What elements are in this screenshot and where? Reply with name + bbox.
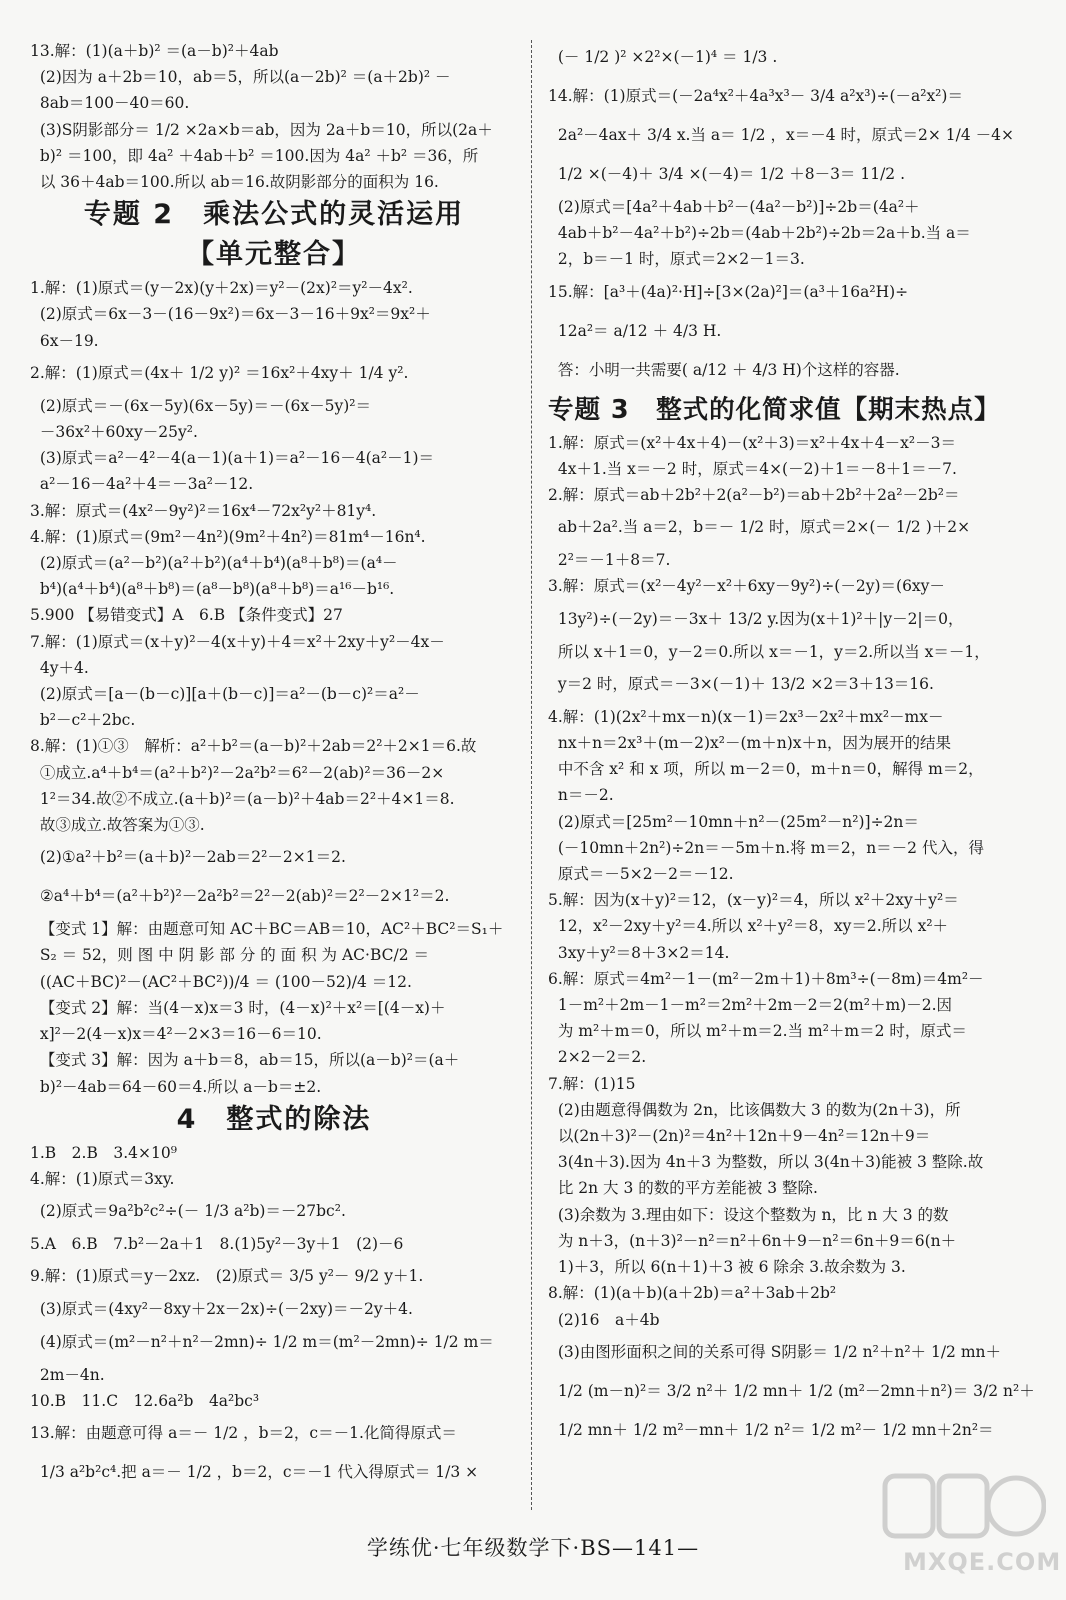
text-line: －36x²＋60xy－25y².: [30, 423, 198, 442]
left-block-c: [30, 1140, 518, 1492]
text-line: 2，b＝－1 时，原式＝2×2－1＝3.: [548, 250, 805, 269]
section-heading-3: 专题 3 整式的化简求值【期末热点】: [548, 394, 1001, 425]
text-line: 5.A 6.B 7.b²－2a＋1 8.(1)5y²－3y＋1 (2)－6: [30, 1235, 404, 1254]
left-block-a: [30, 38, 518, 195]
text-line: 8.解：(1)(a＋b)(a＋2b)＝a²＋3ab＋2b²: [548, 1284, 837, 1303]
text-line: 12，x²－2xy＋y²＝4.所以 x²＋y²＝8，xy＝2.所以 x²＋: [548, 917, 949, 936]
text-line: (－10mn＋2n²)÷2n＝－5m＋n.将 m＝2，n＝－2 代入，得: [548, 838, 984, 857]
text-line: 以(2n＋3)²－(2n)²＝4n²＋12n＋9－4n²＝12n＋9＝: [548, 1127, 931, 1146]
text-line: 中不含 x² 和 x 项，所以 m－2＝0，m＋n＝0，解得 m＝2，: [548, 760, 984, 779]
text-line: b²－c²＋2bc.: [30, 711, 136, 730]
page-footer: 学练优·七年级数学下·BS—141—: [366, 1536, 700, 1560]
text-line: (3)原式＝a²－4²－4(a－1)(a＋1)＝a²－16－4(a²－1)＝: [30, 449, 435, 468]
text-line: 3(4n＋3).因为 4n＋3 为整数，所以 3(4n＋3)能被 3 整除.故: [548, 1153, 984, 1172]
text-line: 1²＝34.故②不成立.(a＋b)²＝(a－b)²＋4ab＝2²＋4×1＝8.: [30, 789, 455, 808]
text-line: 4ab＋b²－4a²＋b²)÷2b＝(4ab＋2b²)÷2b＝2a＋b.当 a＝: [548, 224, 971, 243]
text-line: 原式＝－5×2－2＝－12.: [548, 865, 734, 884]
text-line: 7.解：(1)原式＝(x＋y)²－4(x＋y)＋4＝x²＋2xy＋y²－4x－: [30, 632, 445, 651]
text-line: 1/2 mn＋ 1/2 m²－mn＋ 1/2 n²＝ 1/2 m²－ 1/2 mn＋2n²＝: [548, 1420, 994, 1439]
text-line: (3)由图形面积之间的关系可得 S阴影＝ 1/2 n²＋n²＋ 1/2 mn＋: [548, 1342, 1002, 1361]
text-line: 【变式 2】解：当(4－x)x＝3 时，(4－x)²＋x²＝[(4－x)＋: [30, 998, 446, 1017]
text-line: 3xy＋y²＝8＋3×2＝14.: [548, 943, 730, 962]
text-line: (3)原式＝(4xy²－8xy＋2x－2x)÷(－2xy)＝－2y＋4.: [30, 1300, 413, 1319]
text-line: (2)原式＝[4a²＋4ab＋b²－(4a²－b²)]÷2b＝(4a²＋: [548, 198, 920, 216]
text-line: b⁴)(a⁴＋b⁴)(a⁸＋b⁸)＝(a⁸－b⁸)(a⁸＋b⁸)＝a¹⁶－b¹⁶.: [30, 580, 395, 599]
text-line: 8ab＝100－40＝60.: [30, 94, 190, 113]
right-block-a: [548, 38, 1040, 390]
text-line: 2a²－4ax＋ 3/4 x.当 a＝ 1/2 ，x＝－4 时，原式＝2× 1/4 －4×: [548, 126, 1014, 144]
text-line: 故③成立.故答案为①③.: [30, 816, 205, 835]
text-line: 1.解：(1)原式＝(y－2x)(y＋2x)＝y²－(2x)²＝y²－4x².: [30, 279, 413, 298]
text-line: 【变式 3】解：因为 a＋b＝8，ab＝15，所以(a－b)²＝(a＋: [30, 1051, 460, 1070]
text-line: (4)原式＝(m²－n²＋n²－2mn)÷ 1/2 m＝(m²－2mn)÷ 1/2 m＝: [30, 1332, 494, 1351]
text-line: (3)余数为 3.理由如下：设这个整数为 n，比 n 大 3 的数: [548, 1205, 949, 1224]
text-line: ab＋2a².当 a＝2，b＝－ 1/2 时，原式＝2×(－ 1/2 )＋2×: [548, 518, 971, 537]
right-block-b: [548, 430, 1040, 1450]
text-line: 12a²＝ a/12 ＋ 4/3 H.: [548, 321, 722, 340]
section-heading-2: 4 整式的除法: [176, 1103, 372, 1135]
text-line: 所以 x＋1＝0，y－2＝0.所以 x＝－1，y＝2.所以当 x＝－1，: [548, 642, 990, 661]
text-line: 2²＝－1＋8＝7.: [548, 551, 671, 570]
text-line: 14.解：(1)原式＝(－2a⁴x²＋4a³x³－ 3/4 a²x³)÷(－a²x²)＝: [548, 87, 963, 105]
text-line: (3)S阴影部分＝ 1/2 ×2a×b＝ab，因为 2a＋b＝10，所以(2a＋: [30, 120, 493, 139]
text-line: nx＋n＝2x³＋(m－2)x²－(m＋n)x＋n，因为展开的结果: [548, 734, 951, 753]
text-line: 2.解：原式＝ab＋2b²＋2(a²－b²)＝ab＋2b²＋2a²－2b²＝: [548, 486, 960, 505]
watermark-logo: [881, 1468, 1062, 1580]
watermark-text: MXQE.COM: [903, 1548, 1062, 1576]
text-line: 为 n＋3，(n＋3)²－n²＝n²＋6n＋9－n²＝6n＋9＝6(n＋: [548, 1231, 957, 1250]
section-heading-1-sub: 【单元整合】: [187, 239, 361, 271]
text-line: 9.解：(1)原式＝y－2xz. (2)原式＝ 3/5 y²－ 9/2 y＋1.: [30, 1267, 424, 1286]
text-line: (2)原式＝[25m²－10mn＋n²－(25m²－n²)]÷2n＝: [548, 812, 919, 831]
text-line: (2)原式＝－(6x－5y)(6x－5y)＝－(6x－5y)²＝: [30, 396, 371, 415]
column-divider: [531, 40, 532, 1510]
text-line: 比 2n 大 3 的数的平方差能被 3 整除.: [548, 1179, 818, 1198]
text-line: 2m－4n.: [30, 1365, 105, 1384]
text-line: 1－m²＋2m－1－m²＝2m²＋2m－2＝2(m²＋m)－2.因: [548, 996, 953, 1015]
text-line: (2)16 a＋4b: [548, 1310, 660, 1329]
text-line: (2)原式＝9a²b²c²÷(－ 1/3 a²b)＝－27bc².: [30, 1202, 346, 1221]
text-line: 4.解：(1)(2x²＋mx－n)(x－1)＝2x³－2x²＋mx²－mx－: [548, 707, 944, 726]
text-line: (－ 1/2 )² ×2²×(－1)⁴ ＝ 1/3 .: [548, 48, 778, 66]
text-line: 1.B 2.B 3.4×10⁹: [30, 1143, 177, 1162]
text-line: x]²－2(4－x)x＝4²－2×3＝16－6＝10.: [30, 1025, 322, 1044]
text-line: S₂ ＝ 52，则 图 中 阴 影 部 分 的 面 积 为 AC·BC/2 ＝: [30, 946, 429, 965]
text-line: 1/2 (m－n)²＝ 3/2 n²＋ 1/2 mn＋ 1/2 (m²－2mn＋n²)＝ 3/2 n²＋: [548, 1381, 1035, 1400]
text-line: b)² ＝100，即 4a² ＋4ab＋b² ＝100.因为 4a² ＋b² ＝36，所: [30, 146, 479, 165]
text-line: 5.解：因为(x＋y)²＝12，(x－y)²＝4，所以 x²＋2xy＋y²＝: [548, 891, 959, 910]
text-line: 6.解：原式＝4m²－1－(m²－2m＋1)＋8m³÷(－8m)＝4m²－: [548, 969, 984, 988]
text-line: ②a⁴＋b⁴＝(a²＋b²)²－2a²b²＝2²－2(ab)²＝2²－2×1²＝2.: [30, 887, 450, 906]
text-line: 13.解：(1)(a＋b)² ＝(a－b)²＋4ab: [30, 42, 279, 60]
text-line: 以 36＋4ab＝100.所以 ab＝16.故阴影部分的面积为 16.: [30, 173, 439, 192]
text-line: 13.解：由题意可得 a＝－ 1/2 ，b＝2，c＝－1.化简得原式＝: [30, 1423, 457, 1442]
text-line: (2)原式＝(a²－b²)(a²＋b²)(a⁴＋b⁴)(a⁸＋b⁸)＝(a⁴－: [30, 554, 398, 573]
text-line: (2)因为 a＋2b＝10，ab＝5，所以(a－2b)² ＝(a＋2b)² －: [30, 68, 451, 87]
text-line: 6x－19.: [30, 331, 99, 350]
text-line: ①成立.a⁴＋b⁴＝(a²＋b²)²－2a²b²＝6²－2(ab)²＝36－2×: [30, 763, 445, 782]
left-column: [30, 38, 518, 1492]
text-line: (2)①a²＋b²＝(a＋b)²－2ab＝2²－2×1＝2.: [30, 848, 346, 867]
text-line: (2)由题意得偶数为 2n，比该偶数大 3 的数为(2n＋3)，所: [548, 1100, 961, 1119]
text-line: 答：小明一共需要( a/12 ＋ 4/3 H)个这样的容器.: [548, 360, 900, 379]
text-line: 3.解：原式＝(x²－4y²－x²＋6xy－9y²)÷(－2y)＝(6xy－: [548, 577, 945, 596]
text-line: 7.解：(1)15: [548, 1074, 636, 1093]
text-line: 2×2－2＝2.: [548, 1048, 647, 1067]
text-line: 2.解：(1)原式＝(4x＋ 1/2 y)² ＝16x²＋4xy＋ 1/4 y².: [30, 363, 409, 382]
text-line: a²－16－4a²＋4＝－3a²－12.: [30, 475, 254, 494]
section-heading-1: 专题 2 乘法公式的灵活运用: [83, 199, 465, 231]
text-line: 3.解：原式＝(4x²－9y²)²＝16x⁴－72x²y²＋81y⁴.: [30, 501, 377, 520]
text-line: 1.解：原式＝(x²＋4x＋4)－(x²＋3)＝x²＋4x＋4－x²－3＝: [548, 433, 956, 452]
text-line: 为 m²＋m＝0，所以 m²＋m＝2.当 m²＋m＝2 时，原式＝: [548, 1022, 967, 1041]
text-line: b)²－4ab＝64－60＝4.所以 a－b＝±2.: [30, 1077, 322, 1096]
left-block-b: [30, 275, 518, 1099]
text-line: 5.900 【易错变式】A 6.B 【条件变式】27: [30, 606, 343, 625]
text-line: y＝2 时，原式＝－3×(－1)＋ 13/2 ×2＝3＋13＝16.: [548, 674, 934, 693]
text-line: 4x＋1.当 x＝－2 时，原式＝4×(－2)＋1＝－8＋1＝－7.: [548, 459, 957, 478]
text-line: 13y²)÷(－2y)＝－3x＋ 13/2 y.因为(x＋1)²＋|y－2|＝0，: [548, 609, 964, 628]
text-line: 10.B 11.C 12.6a²b 4a²bc³: [30, 1391, 260, 1410]
text-line: 【变式 1】解：由题意可知 AC＋BC＝AB＝10，AC²＋BC²＝S₁＋: [30, 920, 504, 939]
text-line: 4.解：(1)原式＝3xy.: [30, 1169, 175, 1188]
text-line: 1/3 a²b²c⁴.把 a＝－ 1/2 ，b＝2，c＝－1 代入得原式＝ 1/3 ×: [30, 1462, 479, 1481]
text-line: n＝－2.: [548, 786, 614, 805]
text-line: (2)原式＝6x－3－(16－9x²)＝6x－3－16＋9x²＝9x²＋: [30, 305, 431, 324]
text-line: 1)＋3，所以 6(n＋1)＋3 被 6 除余 3.故余数为 3.: [548, 1258, 906, 1277]
text-line: 4y＋4.: [30, 658, 89, 677]
text-line: (2)原式＝[a－(b－c)][a＋(b－c)]＝a²－(b－c)²＝a²－: [30, 685, 420, 704]
text-line: 1/2 ×(－4)＋ 3/4 ×(－4)＝ 1/2 ＋8－3＝ 11/2 .: [548, 165, 906, 183]
text-line: 4.解：(1)原式＝(9m²－4n²)(9m²＋4n²)＝81m⁴－16n⁴.: [30, 527, 426, 546]
text-line: 15.解：[a³＋(4a)²·H]÷[3×(2a)²]＝(a³＋16a²H)÷: [548, 282, 909, 301]
right-column: [548, 38, 1040, 1450]
text-line: 8.解：(1)①③ 解析：a²＋b²＝(a－b)²＋2ab＝2²＋2×1＝6.故: [30, 737, 477, 756]
watermark-seal-icon: [881, 1468, 1046, 1548]
text-line: ((AC＋BC)²－(AC²＋BC²))/4 ＝ (100－52)/4 ＝12.: [30, 972, 412, 991]
